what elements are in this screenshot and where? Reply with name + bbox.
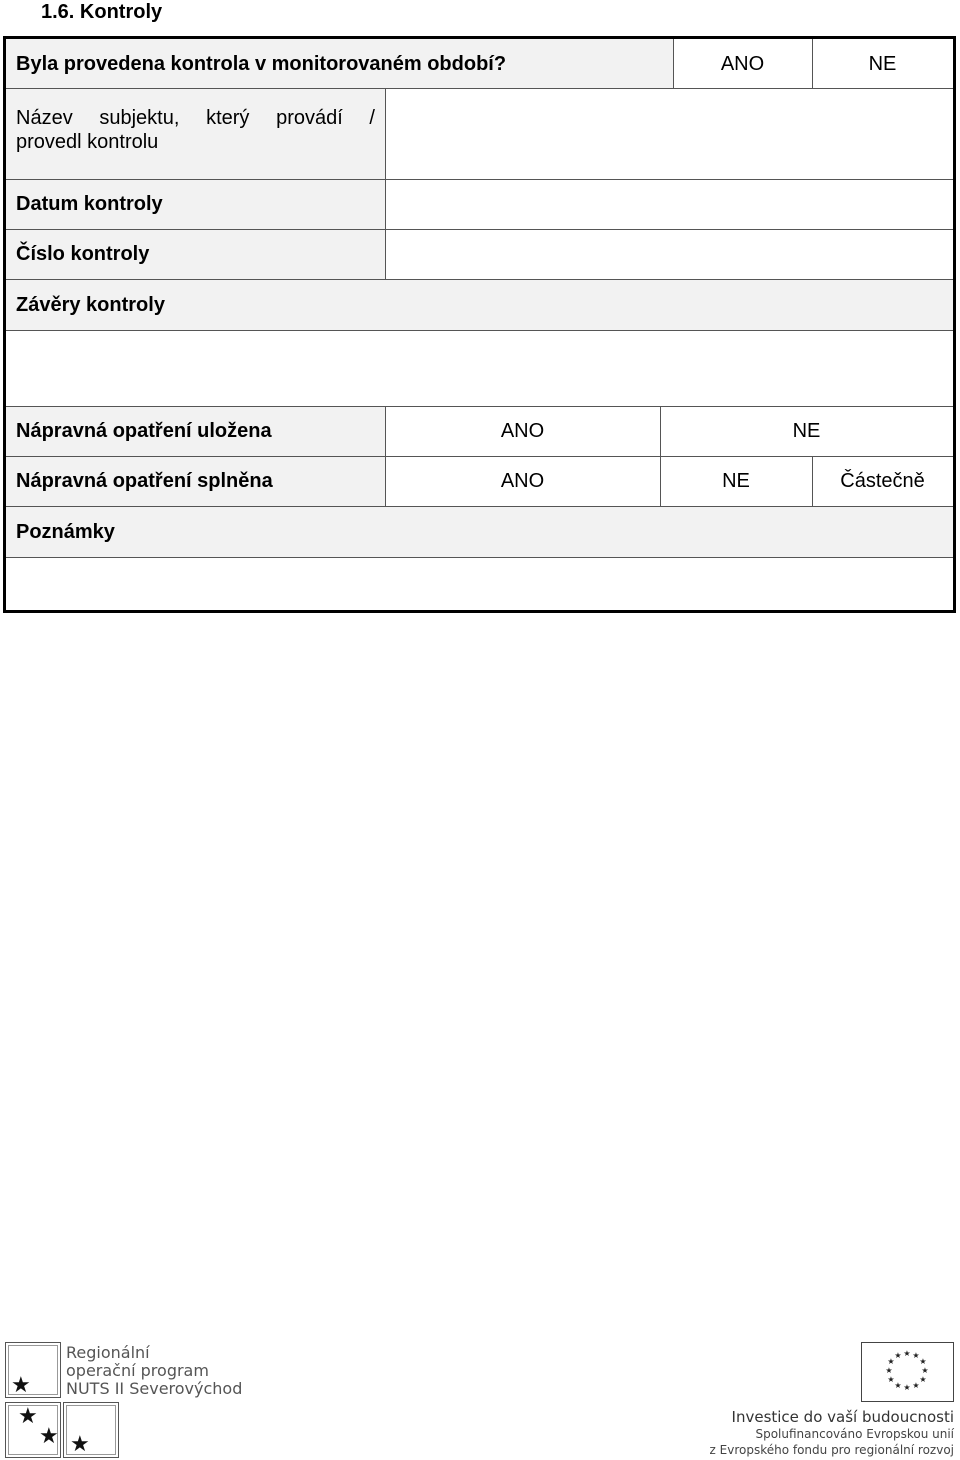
svg-text:★: ★ [912, 1381, 920, 1390]
rop-line1: Regionální [66, 1343, 150, 1362]
measures-imposed-label: Nápravná opatření uložena [16, 420, 272, 442]
svg-text:★: ★ [903, 1349, 911, 1358]
conclusions-label-cell [6, 279, 953, 330]
measures-fulfilled-yes-label: ANO [500, 470, 545, 492]
svg-text:★: ★ [921, 1366, 929, 1375]
date-value-field[interactable] [385, 179, 953, 229]
control-no-label: NE [868, 52, 897, 75]
measures-fulfilled-no-option[interactable] [660, 456, 812, 506]
eu-line1: Investice do vaší budoucnosti [731, 1408, 954, 1426]
subject-label-line2: provedl kontrolu [16, 131, 159, 153]
subject-label-cell [6, 88, 385, 179]
notes-label-cell [6, 506, 953, 557]
notes-value-field[interactable] [6, 557, 953, 610]
rop-logo [3, 1340, 243, 1460]
svg-text:★: ★ [887, 1375, 895, 1384]
svg-text:★: ★ [919, 1375, 927, 1384]
conclusions-value-field[interactable] [6, 330, 953, 406]
star-icon: ★ [70, 1432, 90, 1457]
column-divider [660, 406, 661, 506]
number-label-cell [6, 229, 385, 279]
measures-fulfilled-partial-label: Částečně [840, 470, 925, 492]
control-yes-label: ANO [720, 52, 765, 75]
column-divider [812, 39, 813, 88]
notes-label: Poznámky [16, 520, 115, 543]
eu-stars-circle [862, 1343, 953, 1401]
row-divider [6, 506, 953, 507]
date-label: Datum kontroly [16, 193, 163, 215]
rop-text [66, 1344, 242, 1398]
star-icon: ★ [18, 1404, 38, 1429]
rop-star-box [5, 1342, 61, 1398]
row-divider [6, 330, 953, 331]
measures-imposed-no-option[interactable] [660, 406, 953, 456]
rop-line3: NUTS II Severovýchod [66, 1379, 243, 1398]
control-question-label: Byla provedena kontrola v monitorovaném období? [16, 52, 507, 75]
row-divider [6, 88, 953, 89]
measures-fulfilled-no-label: NE [722, 470, 750, 492]
measures-imposed-yes-option[interactable] [385, 406, 660, 456]
rop-line2: operační program [66, 1361, 209, 1380]
conclusions-label: Závěry kontroly [16, 293, 165, 316]
star-icon: ★ [39, 1424, 59, 1449]
svg-text:★: ★ [887, 1357, 895, 1366]
measures-imposed-no-label: NE [792, 420, 821, 442]
eu-line2: Spolufinancováno Evropskou unií [755, 1427, 954, 1441]
control-yes-option[interactable] [673, 39, 812, 88]
svg-text:★: ★ [894, 1381, 902, 1390]
row-divider [6, 279, 953, 280]
rop-star-box [5, 1402, 61, 1458]
subject-label-line1: Název subjektu, který provádí / [16, 107, 375, 129]
svg-text:★: ★ [903, 1383, 911, 1392]
svg-text:★: ★ [885, 1366, 893, 1375]
eu-line3: z Evropského fondu pro regionální rozvoj [709, 1443, 954, 1457]
column-divider [673, 39, 674, 88]
control-no-option[interactable] [812, 39, 953, 88]
measures-fulfilled-label-cell [6, 456, 385, 506]
svg-text:★: ★ [919, 1357, 927, 1366]
measures-fulfilled-partial-option[interactable] [812, 456, 953, 506]
measures-fulfilled-label: Nápravná opatření splněna [16, 470, 273, 492]
section-title: 1.6. Kontroly [41, 1, 163, 23]
measures-fulfilled-yes-option[interactable] [385, 456, 660, 506]
svg-text:★: ★ [894, 1351, 902, 1360]
control-question-cell [6, 39, 673, 88]
measures-imposed-yes-label: ANO [500, 420, 545, 442]
number-value-field[interactable] [385, 229, 953, 279]
inspection-form [3, 36, 956, 613]
eu-logo [690, 1340, 958, 1460]
column-divider [385, 406, 386, 506]
row-divider [6, 456, 953, 457]
svg-text:★: ★ [912, 1351, 920, 1360]
eu-text [710, 1408, 954, 1458]
number-label: Číslo kontroly [16, 243, 150, 265]
rop-star-box [63, 1402, 119, 1458]
column-divider [812, 456, 813, 506]
date-label-cell [6, 179, 385, 229]
eu-flag-icon [861, 1342, 954, 1402]
row-divider [6, 229, 953, 230]
measures-imposed-label-cell [6, 406, 385, 456]
column-divider [385, 88, 386, 279]
row-divider [6, 557, 953, 558]
row-divider [6, 406, 953, 407]
star-icon: ★ [11, 1373, 31, 1398]
subject-value-field[interactable] [385, 88, 953, 179]
row-divider [6, 179, 953, 180]
